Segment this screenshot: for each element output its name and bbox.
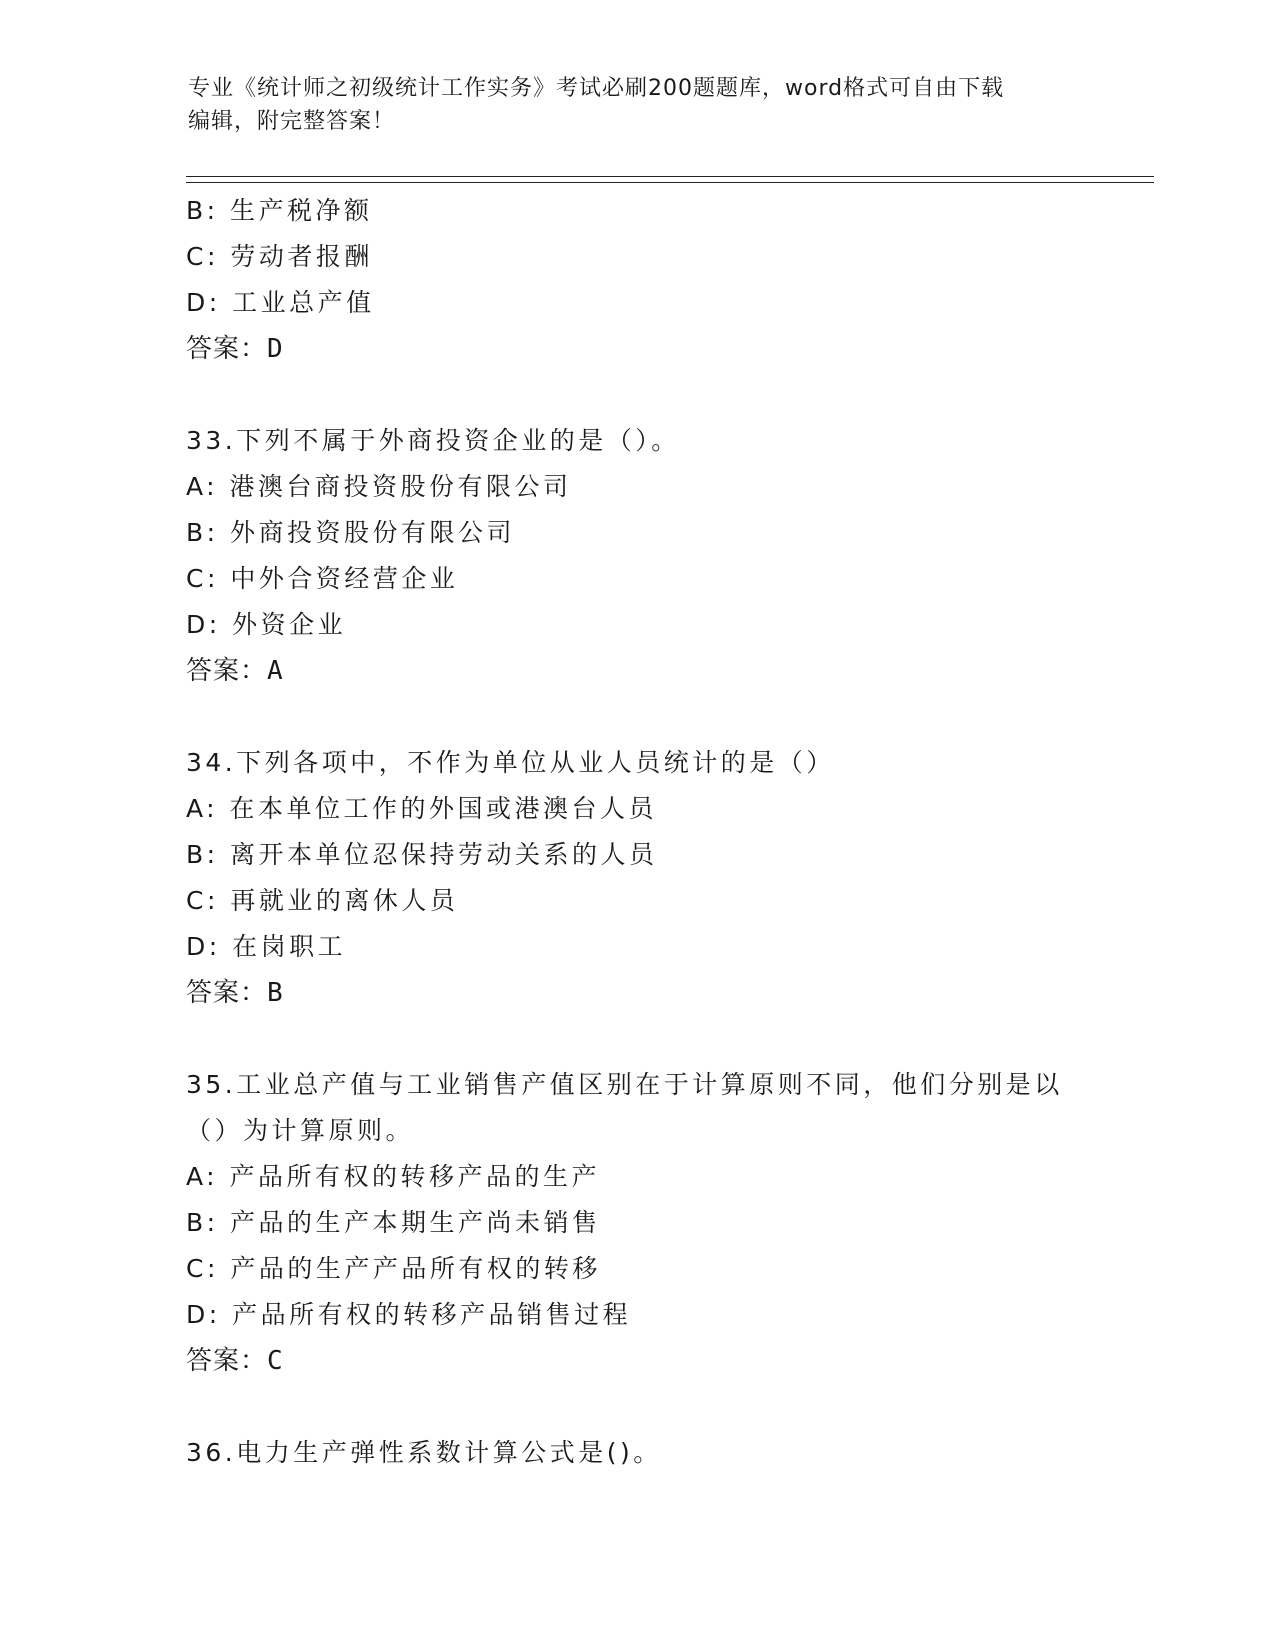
answer-label: 答案：: [186, 978, 268, 1008]
option-b: B: 离开本单位忍保持劳动关系的人员: [186, 840, 658, 869]
question-33: [186, 418, 1126, 694]
option-b: B: 外商投资股份有限公司: [186, 518, 516, 547]
answer-label: 答案：: [186, 1346, 268, 1376]
option-c: C: 中外合资经营企业: [186, 564, 459, 593]
header-line-1: 专业《统计师之初级统计工作实务》考试必刷200题题库，word格式可自由下载: [188, 76, 1005, 101]
option-c: C: 再就业的离休人员: [186, 886, 459, 915]
question-34: [186, 740, 1126, 1016]
question-list: [186, 188, 1126, 1476]
header-divider-bottom: [186, 182, 1154, 183]
option-a: A: 在本单位工作的外国或港澳台人员: [186, 794, 658, 823]
header-divider-top: [186, 176, 1154, 177]
question-36: [186, 1430, 1126, 1476]
answer: [186, 1338, 1126, 1384]
option-a: A: 港澳台商投资股份有限公司: [186, 472, 572, 501]
option-c: C: 产品的生产产品所有权的转移: [186, 1254, 601, 1283]
option-d: D: 外资企业: [186, 610, 347, 639]
spacer: [186, 372, 1126, 418]
question-text-line-1: 35.工业总产值与工业销售产值区别在于计算原则不同，他们分别是以: [186, 1070, 1063, 1099]
document-header: [188, 72, 1088, 138]
spacer: [186, 1016, 1126, 1062]
option-c: C: 劳动者报酬: [186, 242, 373, 271]
question-text-line-2: （）为计算原则。: [186, 1116, 415, 1145]
question-text: 36.电力生产弹性系数计算公式是()。: [186, 1438, 662, 1467]
answer-label: 答案：: [186, 656, 268, 686]
answer-label: 答案：: [186, 334, 268, 364]
answer-value: C: [267, 1346, 284, 1376]
answer-value: D: [267, 334, 284, 364]
spacer: [186, 1384, 1126, 1430]
question-text: 34.下列各项中，不作为单位从业人员统计的是（）: [186, 748, 835, 777]
spacer: [186, 694, 1126, 740]
question-35: [186, 1062, 1126, 1384]
option-d: D: 工业总产值: [186, 288, 375, 317]
option-b: B: 生产税净额: [186, 196, 373, 225]
answer-value: B: [267, 978, 284, 1008]
header-line-2: 编辑，附完整答案！: [188, 109, 396, 134]
option-b: B: 产品的生产本期生产尚未销售: [186, 1208, 601, 1237]
question-32: [186, 188, 1126, 372]
option-a: A: 产品所有权的转移产品的生产: [186, 1162, 601, 1191]
answer: [186, 648, 1126, 694]
answer: [186, 326, 1126, 372]
option-d: D: 产品所有权的转移产品销售过程: [186, 1300, 632, 1329]
option-d: D: 在岗职工: [186, 932, 347, 961]
question-text: 33.下列不属于外商投资企业的是（）。: [186, 426, 680, 455]
answer: [186, 970, 1126, 1016]
answer-value: A: [267, 656, 284, 686]
